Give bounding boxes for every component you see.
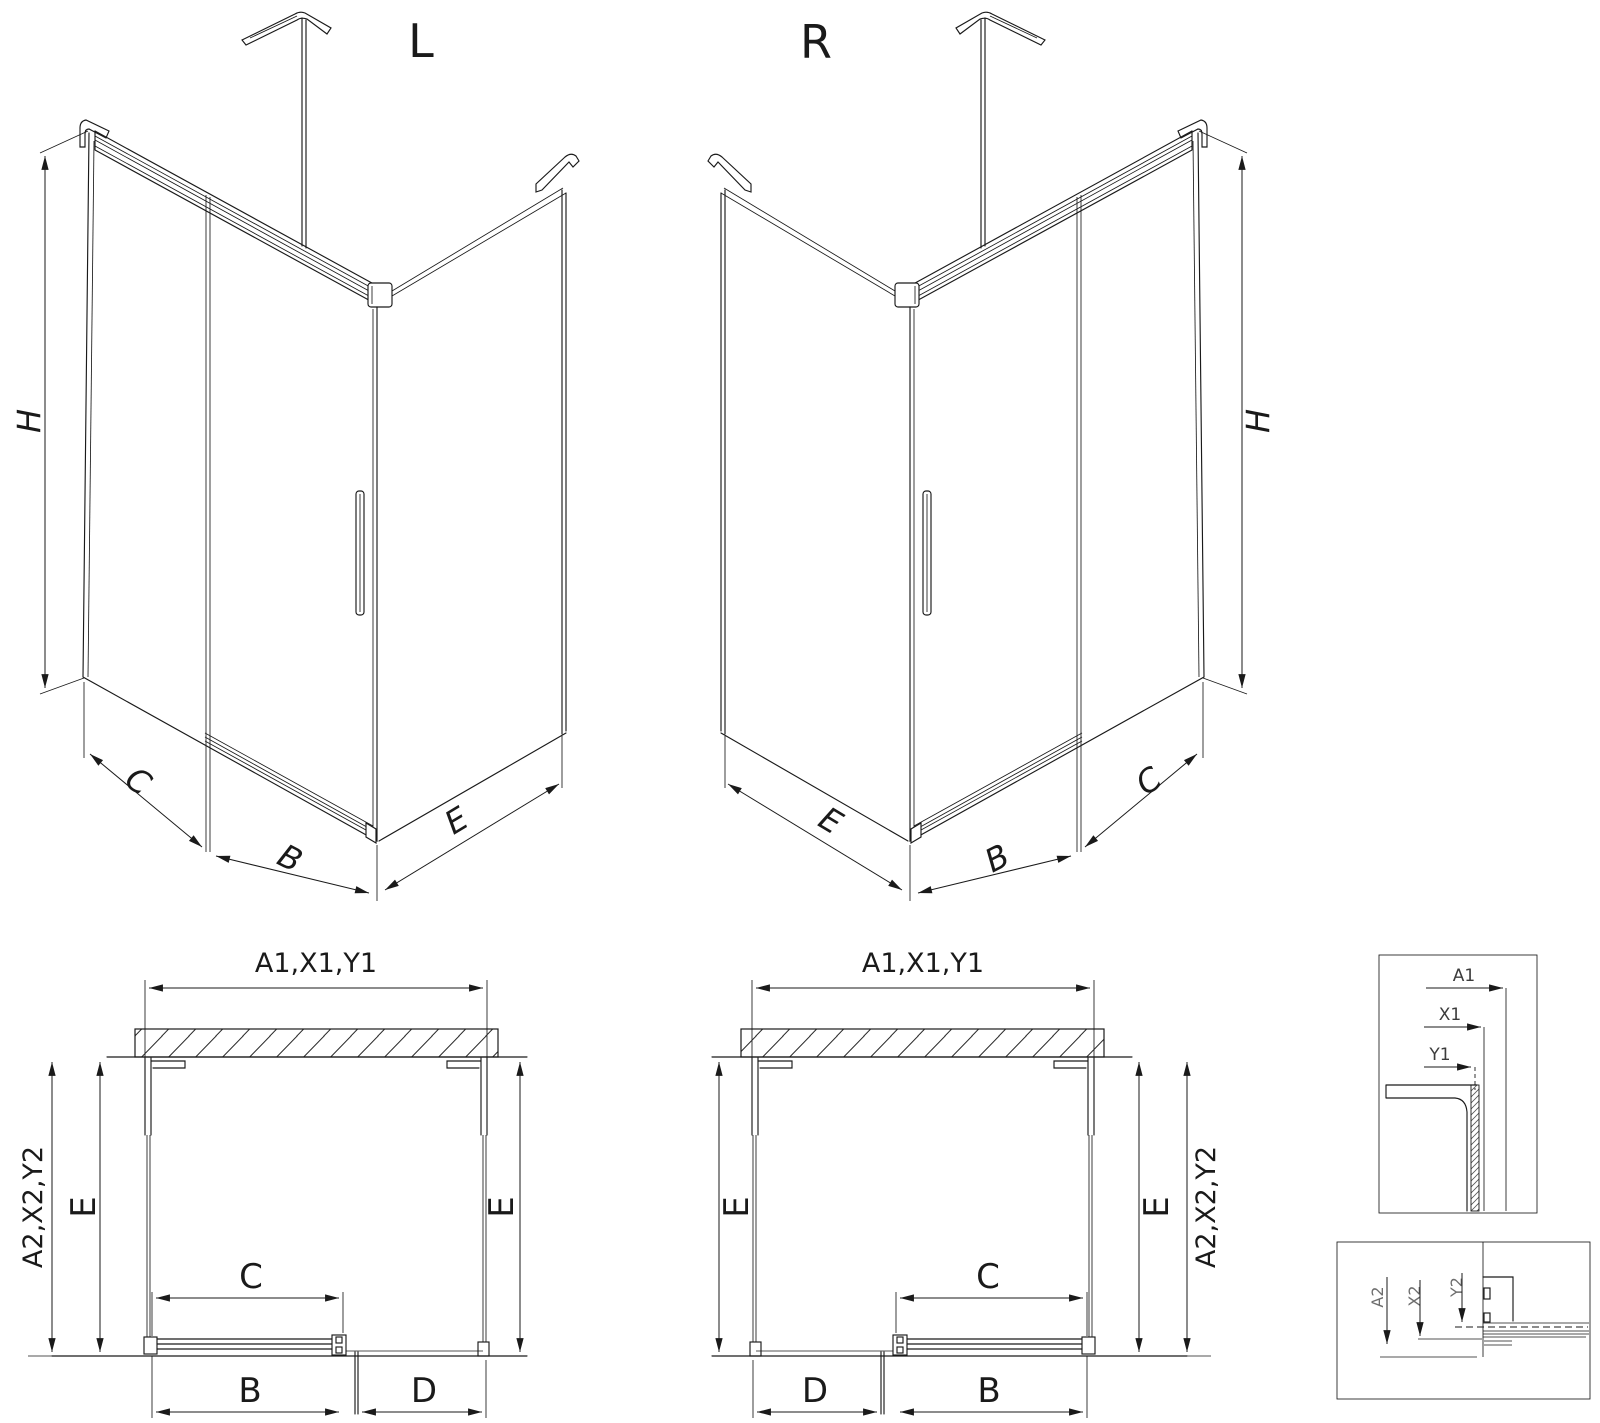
dim-label-a1x1y1: A1,X1,Y1 xyxy=(254,948,378,979)
door-handle xyxy=(923,491,931,615)
top-rail xyxy=(95,131,381,304)
wall-section-hatched xyxy=(135,1029,498,1057)
detail-frame xyxy=(1379,955,1537,1213)
iso-view-right xyxy=(708,12,1277,901)
wall-profile-far xyxy=(536,154,579,192)
dim-label-d: D xyxy=(410,1371,438,1411)
dim-label-e-left: E xyxy=(64,1196,104,1218)
dim-label-e: E xyxy=(437,799,475,843)
top-rail xyxy=(906,131,1192,304)
profile-section xyxy=(1386,1085,1479,1211)
dim-label-a2x2y2: A2,X2,Y2 xyxy=(18,1145,49,1269)
front-glass-panels xyxy=(83,133,377,852)
dim-label-h: H xyxy=(10,408,48,434)
wall-section-hatched xyxy=(741,1029,1104,1057)
detail-label-a1: A1 xyxy=(1452,966,1476,986)
dim-label-d: D xyxy=(801,1371,829,1411)
detail-view-bottom xyxy=(1337,1242,1590,1399)
door-edge-line xyxy=(881,1352,884,1414)
dim-label-b: B xyxy=(977,1371,1001,1411)
ceiling-support-bar xyxy=(302,18,306,248)
dim-label-c: C xyxy=(976,1257,1000,1297)
detail-view-top xyxy=(1379,955,1537,1213)
ceiling-support-bar xyxy=(981,18,985,248)
door-handle xyxy=(356,491,364,615)
iso-view-left xyxy=(10,12,579,901)
detail-label-y1: Y1 xyxy=(1429,1045,1451,1065)
ceiling-bracket xyxy=(956,12,1045,45)
door-edge-line xyxy=(355,1352,358,1414)
plan-left-dimensions xyxy=(18,1062,522,1418)
plan-view-right xyxy=(712,948,1222,1418)
view-title-left: L xyxy=(408,14,434,68)
side-glass-panel xyxy=(379,188,566,841)
detail-frame xyxy=(1337,1242,1590,1399)
detail-label-a2: A2 xyxy=(1368,1286,1387,1308)
detail-label-x2: X2 xyxy=(1405,1285,1424,1307)
wall-profile-far xyxy=(708,154,751,192)
dim-label-b: B xyxy=(271,836,309,881)
dim-label-h: H xyxy=(1239,408,1277,434)
dim-label-c: C xyxy=(118,759,159,803)
detail-label-y2: Y2 xyxy=(1447,1277,1466,1297)
dim-label-e-right: E xyxy=(1137,1196,1177,1218)
plan-right-dimensions xyxy=(717,1062,1222,1418)
dim-label-e-left: E xyxy=(717,1196,757,1218)
dim-label-a1x1y1: A1,X1,Y1 xyxy=(861,948,985,979)
dim-label-b: B xyxy=(238,1371,262,1411)
detail-label-x1: X1 xyxy=(1438,1005,1462,1025)
dim-label-a2x2y2: A2,X2,Y2 xyxy=(1191,1145,1222,1269)
dim-label-e: E xyxy=(812,799,850,843)
plan-view-left xyxy=(18,948,527,1418)
side-glass-panel xyxy=(721,188,908,841)
front-glass-panels xyxy=(910,133,1204,852)
ceiling-bracket xyxy=(242,12,331,45)
dim-label-b: B xyxy=(978,836,1016,881)
view-title-right: R xyxy=(800,15,832,69)
dim-label-e-right: E xyxy=(482,1196,522,1218)
track-section xyxy=(1483,1277,1589,1345)
dim-label-c: C xyxy=(1128,759,1169,803)
dim-label-c: C xyxy=(239,1257,263,1297)
